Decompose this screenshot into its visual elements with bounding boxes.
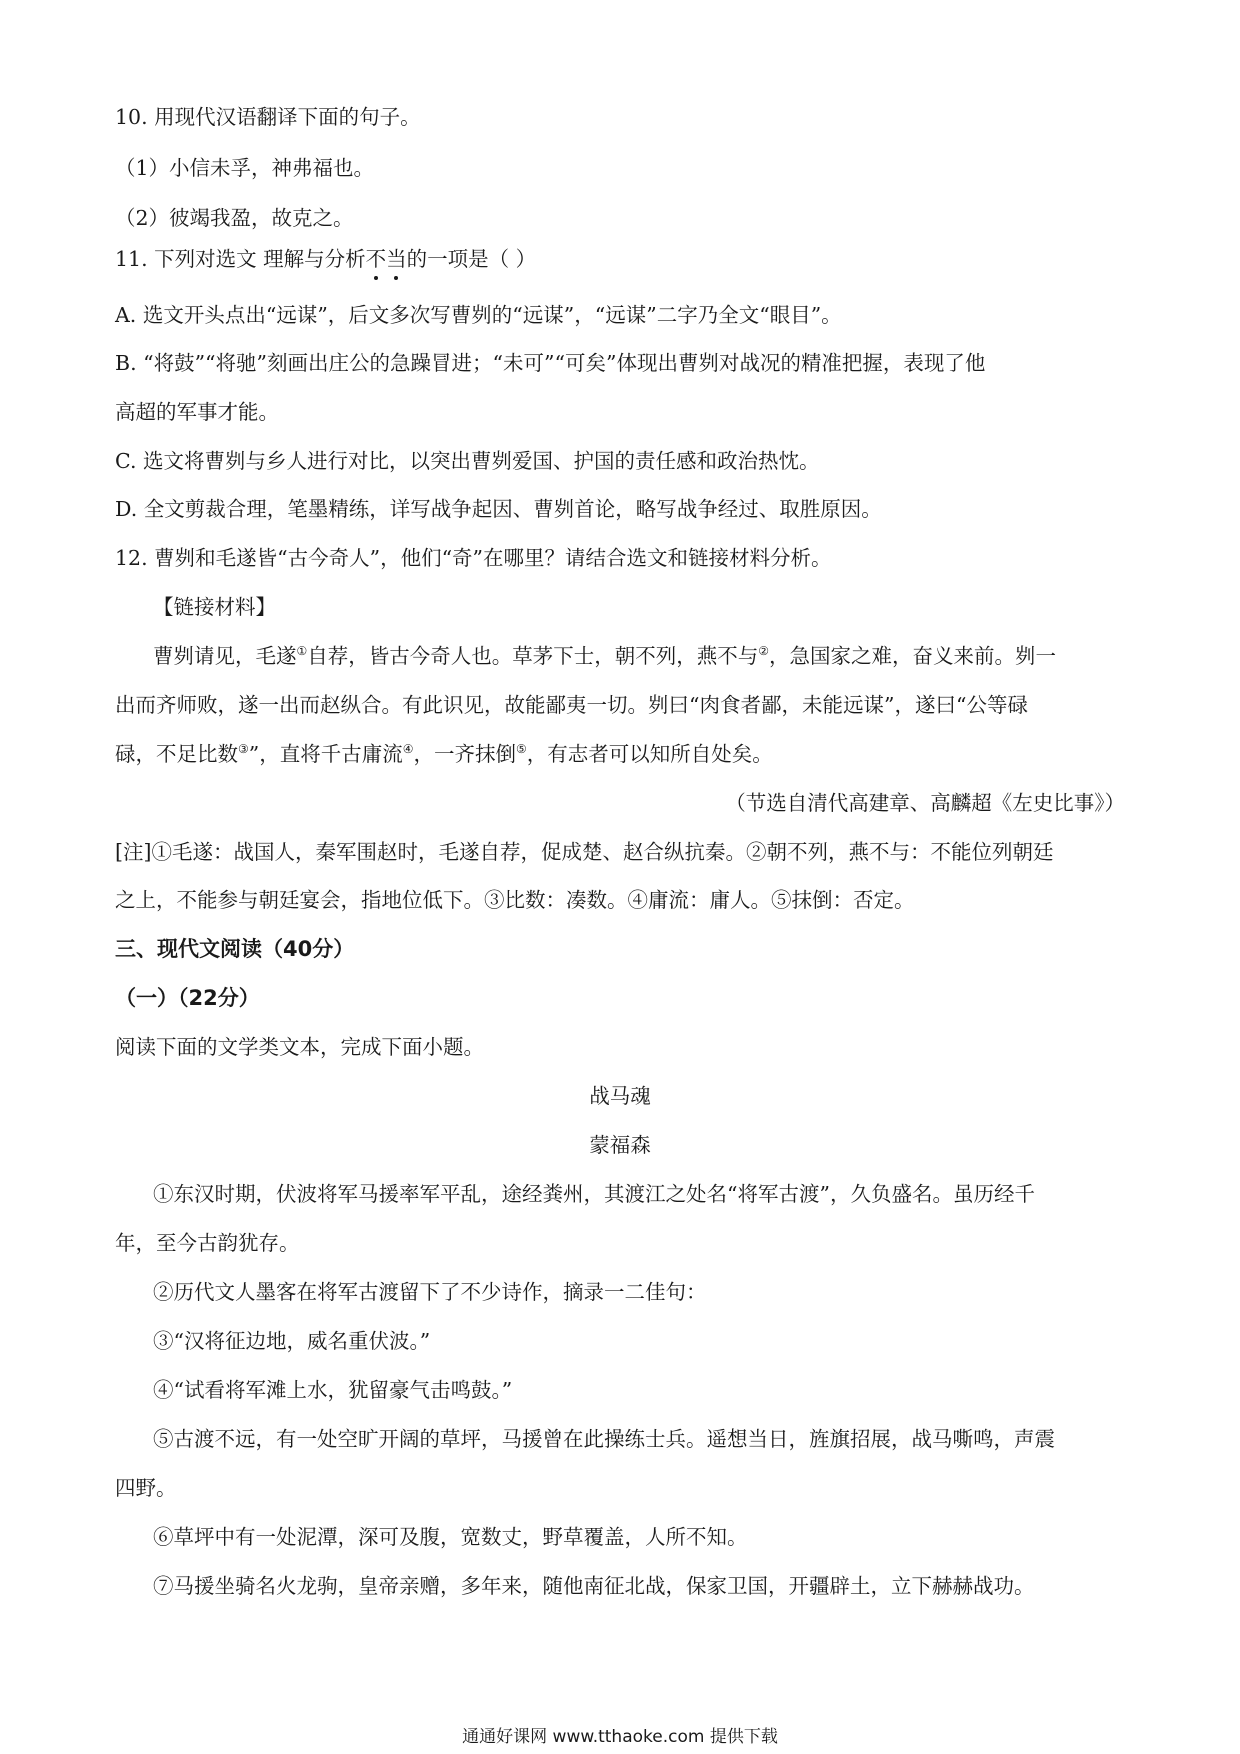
q11-stem [115, 244, 1125, 274]
q10-item-2: （2）彼竭我盈，故克之。 [115, 206, 354, 230]
instruction: 阅读下面的文学类文本，完成下面小题。 [115, 1035, 484, 1059]
footnote-mark: ③ [238, 742, 249, 756]
paragraph: ①东汉时期，伏波将军马援率军平乱，途经粪州，其渡江之处名“将军古渡”，久负盛名。虽历经千 [153, 1182, 1035, 1206]
link-text: ，有志者可以知所自处矣。 [526, 742, 773, 766]
q12-stem: 12. 曹刿和毛遂皆“古今奇人”，他们“奇”在哪里？请结合选文和链接材料分析。 [115, 546, 832, 570]
link-text: 曹刿请见，毛遂 [153, 644, 297, 668]
paragraph: 四野。 [115, 1476, 177, 1500]
notes-line: [注]①毛遂：战国人，秦军围赵时，毛遂自荐，促成楚、赵合纵抗秦。②朝不列，燕不与：不能位列朝廷 [115, 840, 1054, 864]
q11-option-c: C. 选文将曹刿与乡人进行对比，以突出曹刿爱国、护国的责任感和政治热忱。 [115, 449, 820, 473]
link-text: ，一齐抹倒 [413, 742, 517, 766]
paragraph: ⑤古渡不远，有一处空旷开阔的草坪，马援曾在此操练士兵。遥想当日，旌旗招展，战马嘶鸣，声震 [153, 1427, 1055, 1451]
footnote-mark: ① [296, 644, 308, 658]
q11-stem-end: 的一项是（ ） [406, 247, 537, 271]
source-citation: （节选自清代高建章、高麟超《左史比事》） [725, 791, 1125, 815]
q10-stem: 10. 用现代汉语翻译下面的句子。 [115, 105, 421, 129]
q11-option-b-line1: B. “将鼓”“将驰”刻画出庄公的急躁冒进；“未可”“可矣”体现出曹刿对战况的精准把握，表现了他 [115, 351, 986, 375]
link-text: ”，直将千古庸流 [248, 742, 403, 766]
article-title: 战马魂 [589, 1084, 651, 1108]
q11-option-b-line2: 高超的军事才能。 [115, 400, 279, 424]
link-material-line [115, 739, 1125, 769]
paragraph: ③“汉将征边地，威名重伏波。” [153, 1329, 431, 1353]
article-author: 蒙福森 [589, 1133, 651, 1157]
link-material-line [153, 641, 1163, 671]
section-heading: 三、现代文阅读（40分） [115, 937, 355, 961]
notes-line: 之上，不能参与朝廷宴会，指地位低下。③比数：凑数。④庸流：庸人。⑤抹倒：否定。 [115, 888, 915, 912]
emphasis-dot-char: 当 [386, 244, 407, 274]
link-material-title: 【链接材料】 [153, 595, 276, 619]
q11-option-d: D. 全文剪裁合理，笔墨精练，详写战争起因、曹刿首论，略写战争经过、取胜原因。 [115, 497, 882, 521]
footnote-mark: ⑤ [516, 742, 527, 756]
link-material-line: 出而齐师败，遂一出而赵纵合。有此识见，故能鄙夷一切。刿曰“肉食者鄙，未能远谋”，遂曰“公等碌 [115, 693, 1028, 717]
paragraph: ⑦马援坐骑名火龙驹，皇帝亲赠，多年来，随他南征北战，保家卫国，开疆辟土，立下赫赫战功。 [153, 1574, 1035, 1598]
link-text: ，急国家之难，奋义来前。刿一 [769, 644, 1057, 668]
footnote-mark: ② [758, 644, 770, 658]
paragraph: ②历代文人墨客在将军古渡留下了不少诗作，摘录一二佳句： [153, 1280, 707, 1304]
paragraph: 年，至今古韵犹存。 [115, 1231, 300, 1255]
page-footer: 通通好课网 www.tthaoke.com 提供下载 [462, 1727, 778, 1747]
paragraph: ⑥草坪中有一处泥潭，深可及腹，宽数丈，野草覆盖，人所不知。 [153, 1525, 748, 1549]
q11-stem-text: 11. 下列对选文 理解与分析 [115, 247, 366, 271]
paragraph: ④“试看将军滩上水，犹留豪气击鸣鼓。” [153, 1378, 513, 1402]
q10-item-1: （1）小信未孚，神弗福也。 [115, 156, 375, 180]
link-text: 碌，不足比数 [115, 742, 238, 766]
footnote-mark: ④ [402, 742, 414, 756]
q11-option-a: A. 选文开头点出“远谋”，后文多次写曹刿的“远谋”，“远谋”二字乃全文“眼目”。 [115, 303, 842, 327]
sub-section-heading: （一）（22分） [115, 986, 260, 1010]
link-text: 自荐，皆古今奇人也。草茅下士，朝不列，燕不与 [307, 644, 759, 668]
emphasis-dot-char: 不 [366, 244, 387, 274]
